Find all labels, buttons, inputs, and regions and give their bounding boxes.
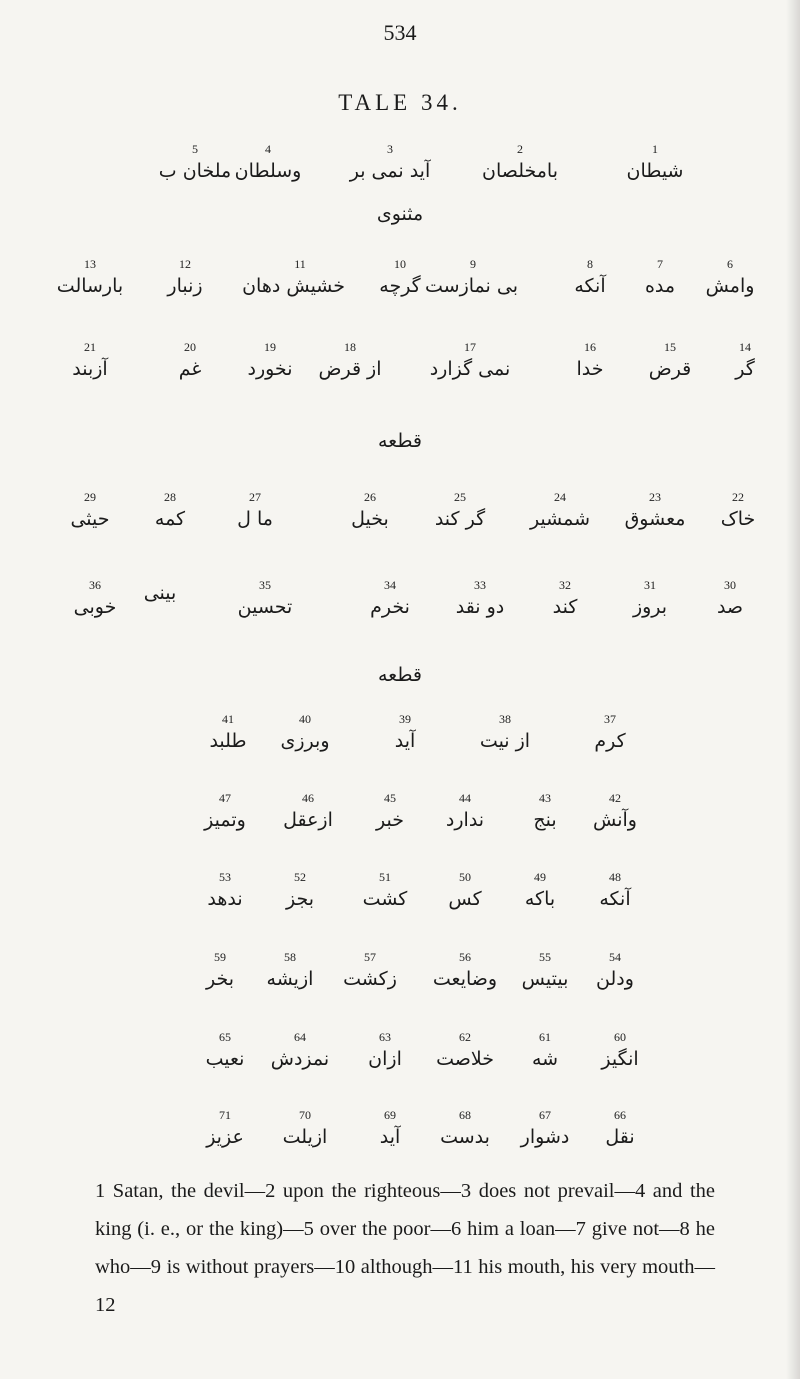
word-number: 8 xyxy=(587,257,593,271)
word-number: 49 xyxy=(534,870,546,884)
word-cell xyxy=(263,791,353,835)
word-cell xyxy=(420,791,510,835)
persian-word: خلاصت xyxy=(436,1048,494,1070)
word-number: 2 xyxy=(517,142,523,156)
word-number: 65 xyxy=(219,1030,231,1044)
word-cell xyxy=(180,791,270,835)
table-title: TALE 34. xyxy=(338,90,462,115)
word-cell xyxy=(325,950,415,994)
word-number: 20 xyxy=(184,340,196,354)
page-number: 534 xyxy=(383,20,417,45)
word-number: 14 xyxy=(739,340,751,354)
persian-word: مده xyxy=(644,275,676,297)
persian-word: طلبد xyxy=(209,730,247,752)
persian-word: زکشت xyxy=(343,968,397,990)
persian-word: وآنش xyxy=(593,809,637,831)
word-cell xyxy=(575,1108,665,1152)
persian-word: بجز xyxy=(285,888,315,910)
persian-word: شه xyxy=(531,1048,559,1070)
persian-word: ازان xyxy=(368,1048,402,1070)
persian-word: نمی گزارد xyxy=(429,358,511,380)
word-number: 13 xyxy=(84,257,96,271)
word-cell xyxy=(145,340,235,384)
word-cell xyxy=(220,578,310,622)
word-cell xyxy=(693,490,783,534)
word-number: 43 xyxy=(539,791,551,805)
section-heading-qita-1: قطعه xyxy=(377,430,423,452)
word-number: 44 xyxy=(459,791,471,805)
persian-word: کند xyxy=(552,596,578,618)
word-number: 36 xyxy=(89,578,101,592)
word-cell xyxy=(340,870,430,914)
word-number: 38 xyxy=(499,712,511,726)
persian-word: بارسالت xyxy=(56,275,124,297)
persian-word: آید xyxy=(394,730,416,752)
persian-word: خاک xyxy=(720,508,756,530)
word-number: 17 xyxy=(464,340,476,354)
word-cell xyxy=(360,712,450,756)
word-number: 40 xyxy=(299,712,311,726)
persian-word: کمه xyxy=(154,508,186,530)
persian-word: خبر xyxy=(376,809,404,831)
persian-word: وتمیز xyxy=(204,809,246,831)
word-number: 69 xyxy=(384,1108,396,1122)
word-cell xyxy=(700,340,790,384)
word-number: 27 xyxy=(249,490,261,504)
persian-word: ازیلت xyxy=(282,1126,328,1148)
word-cell xyxy=(245,950,335,994)
translation-text: 1 Satan, the devil—2 upon the righteous—3 does not prevail—4 and the king (i. e., or the king)—5 over the poor—6 him a loan—7 give not—8 he who—9 is without prayers—10 although—11 his mouth, his very mouth—12 xyxy=(95,1180,715,1316)
persian-word: از نیت xyxy=(479,730,531,752)
persian-word: از قرض xyxy=(318,358,382,380)
word-number: 4 xyxy=(265,142,271,156)
section-heading-masnavi: مثنوی xyxy=(376,203,424,225)
word-cell xyxy=(460,712,550,756)
word-number: 26 xyxy=(364,490,376,504)
persian-word: بخر xyxy=(205,968,235,990)
word-number: 12 xyxy=(179,257,191,271)
page-edge-shadow xyxy=(786,0,800,1379)
persian-word: وبرزی xyxy=(280,730,330,752)
word-cell xyxy=(225,340,315,384)
word-number: 5 xyxy=(192,142,198,156)
word-cell xyxy=(125,490,215,534)
persian-word: بدست xyxy=(440,1126,490,1148)
persian-word: بیتیس xyxy=(521,968,569,990)
word-number: 10 xyxy=(394,257,406,271)
word-number: 15 xyxy=(664,340,676,354)
word-number: 18 xyxy=(344,340,356,354)
word-cell xyxy=(515,490,605,534)
word-cell xyxy=(180,1108,270,1152)
word-number: 70 xyxy=(299,1108,311,1122)
persian-word: دشوار xyxy=(520,1126,570,1148)
word-number: 22 xyxy=(732,490,744,504)
word-number: 35 xyxy=(259,578,271,592)
persian-word: دو نقد xyxy=(455,596,505,618)
persian-word: ازیشه xyxy=(266,968,314,990)
word-number: 46 xyxy=(302,791,314,805)
persian-word: کرم xyxy=(594,730,626,752)
word-cell xyxy=(140,257,230,301)
word-number: 34 xyxy=(384,578,396,592)
word-cell xyxy=(610,142,700,186)
word-number: 33 xyxy=(474,578,486,592)
word-number: 60 xyxy=(614,1030,626,1044)
persian-word: باکه xyxy=(524,888,556,910)
word-number: 71 xyxy=(219,1108,231,1122)
word-number: 66 xyxy=(614,1108,626,1122)
persian-word: کشت xyxy=(362,888,408,910)
word-number: 67 xyxy=(539,1108,551,1122)
word-number: 58 xyxy=(284,950,296,964)
word-cell xyxy=(475,142,565,186)
persian-word: نمزدش xyxy=(270,1048,330,1070)
word-cell xyxy=(425,257,518,301)
word-cell xyxy=(575,1030,665,1074)
word-cell xyxy=(420,950,510,994)
word-number: 1 xyxy=(652,142,658,156)
word-cell xyxy=(605,578,695,622)
word-number: 31 xyxy=(644,578,656,592)
word-cell xyxy=(115,578,205,608)
word-number: 23 xyxy=(649,490,661,504)
word-cell xyxy=(420,1030,510,1074)
persian-word: غم xyxy=(178,358,202,380)
word-cell xyxy=(210,490,300,534)
persian-word: ما ل xyxy=(237,508,273,530)
persian-word: گر کند xyxy=(434,508,486,530)
word-number: 9 xyxy=(470,257,476,271)
persian-word: وضایعت xyxy=(432,968,498,990)
word-number: 42 xyxy=(609,791,621,805)
word-number: 16 xyxy=(584,340,596,354)
word-number: 21 xyxy=(84,340,96,354)
word-cell xyxy=(685,257,775,301)
section-heading-qita-2: قطعه xyxy=(377,664,423,686)
word-number: 32 xyxy=(559,578,571,592)
word-number: 19 xyxy=(264,340,276,354)
persian-word: ندهد xyxy=(207,888,243,910)
word-cell xyxy=(255,870,345,914)
word-number: 47 xyxy=(219,791,231,805)
persian-word: خشیش دهان xyxy=(242,275,345,297)
word-cell xyxy=(545,340,635,384)
persian-word: نقل xyxy=(605,1126,635,1148)
persian-word: گرچه xyxy=(379,275,421,297)
persian-word: بی نمازست xyxy=(425,275,518,297)
persian-word: آید xyxy=(379,1126,401,1148)
word-cell xyxy=(565,712,655,756)
word-number: 54 xyxy=(609,950,621,964)
word-number: 48 xyxy=(609,870,621,884)
persian-word: ودلن xyxy=(596,968,634,990)
persian-word: گر xyxy=(735,358,755,380)
word-cell xyxy=(345,578,435,622)
persian-word: انگیز xyxy=(601,1048,639,1070)
word-cell xyxy=(260,1108,350,1152)
word-cell xyxy=(255,1030,345,1074)
persian-word: شیطان xyxy=(626,160,684,182)
word-number: 50 xyxy=(459,870,471,884)
word-number: 62 xyxy=(459,1030,471,1044)
word-number: 37 xyxy=(604,712,616,726)
word-cell xyxy=(45,340,135,384)
word-cell xyxy=(345,142,435,186)
word-cell xyxy=(570,870,660,914)
persian-word: عزیز xyxy=(206,1126,244,1148)
word-cell xyxy=(435,578,525,622)
word-cell xyxy=(415,490,505,534)
word-number: 28 xyxy=(164,490,176,504)
word-number: 11 xyxy=(294,257,306,271)
word-number: 6 xyxy=(727,257,733,271)
persian-word: ملخان ب xyxy=(158,160,232,182)
word-cell xyxy=(340,1030,430,1074)
word-cell xyxy=(685,578,775,622)
persian-word: نعیب xyxy=(205,1048,245,1070)
word-cell xyxy=(420,1108,510,1152)
word-number: 59 xyxy=(214,950,226,964)
persian-word: کس xyxy=(448,888,482,910)
word-number: 56 xyxy=(459,950,471,964)
word-number: 52 xyxy=(294,870,306,884)
word-cell xyxy=(325,490,415,534)
persian-word: بینی xyxy=(143,582,177,604)
persian-word: قرض xyxy=(648,358,692,380)
persian-word: معشوق xyxy=(624,508,686,530)
persian-word: آید نمی بر xyxy=(349,160,431,182)
persian-word: ندارد xyxy=(445,809,485,831)
persian-word: وامش xyxy=(705,275,755,297)
word-number: 7 xyxy=(657,257,663,271)
persian-word: آزبند xyxy=(72,358,108,380)
persian-word: زنبار xyxy=(167,275,203,297)
word-number: 29 xyxy=(84,490,96,504)
word-cell xyxy=(45,257,135,301)
word-cell xyxy=(45,490,135,534)
word-number: 68 xyxy=(459,1108,471,1122)
word-number: 30 xyxy=(724,578,736,592)
persian-word: صد xyxy=(716,596,744,618)
word-number: 25 xyxy=(454,490,466,504)
persian-word: بخیل xyxy=(351,508,389,530)
word-number: 51 xyxy=(379,870,391,884)
word-number: 3 xyxy=(387,142,393,156)
word-number: 53 xyxy=(219,870,231,884)
word-cell xyxy=(305,340,395,384)
persian-word: بنج xyxy=(533,809,557,831)
persian-word: بامخلصان xyxy=(481,160,559,182)
word-cell xyxy=(570,950,660,994)
persian-word: خوبی xyxy=(73,596,117,618)
word-number: 41 xyxy=(222,712,234,726)
word-cell xyxy=(242,257,345,301)
word-cell xyxy=(425,340,515,384)
word-number: 55 xyxy=(539,950,551,964)
word-cell xyxy=(260,712,350,756)
persian-word: خدا xyxy=(576,358,604,380)
word-number: 45 xyxy=(384,791,396,805)
persian-word: وسلطان xyxy=(234,160,302,182)
word-number: 57 xyxy=(364,950,376,964)
word-cell xyxy=(520,578,610,622)
persian-word: نخورد xyxy=(247,358,293,380)
word-cell xyxy=(223,142,313,186)
word-number: 61 xyxy=(539,1030,551,1044)
word-number: 64 xyxy=(294,1030,306,1044)
persian-word: حیثی xyxy=(70,508,110,530)
word-cell xyxy=(570,791,660,835)
word-number: 24 xyxy=(554,490,566,504)
word-number: 39 xyxy=(399,712,411,726)
persian-word: شمشیر xyxy=(529,508,591,530)
word-number: 63 xyxy=(379,1030,391,1044)
persian-word: آنکه xyxy=(574,275,606,297)
persian-word: ازعقل xyxy=(283,809,333,831)
word-cell xyxy=(610,490,700,534)
persian-word: آنکه xyxy=(599,888,631,910)
persian-word: نخرم xyxy=(370,596,410,618)
persian-word: تحسین xyxy=(237,596,293,618)
persian-word: بروز xyxy=(632,596,668,618)
